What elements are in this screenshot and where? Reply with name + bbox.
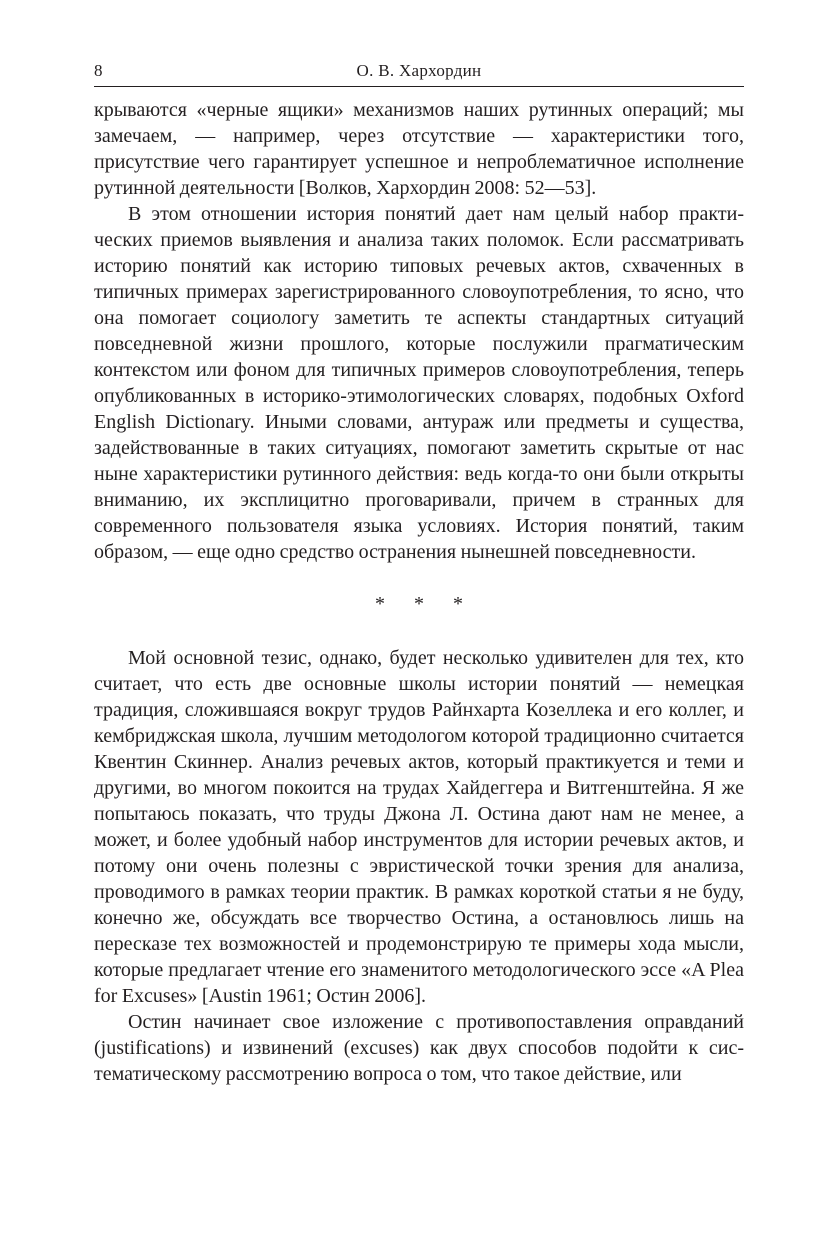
- running-head: [94, 56, 744, 87]
- paragraph-history-of-concepts: В этом отношении история понятий дает нам целый набор практических приемов выявления и анализа таких поломок. Если рассматривать историю понятий как историю типовых речевых актов, схваченных в типичных примерах зарегистрированного словоупотребления, то ясно, что она помогает социологу заметить те аспекты стандартных ситуаций повседневной жизни прошлого, которые послужили прагматическим контекстом или фоном для типичных примеров словоупотребления, теперь опубликованных в историко-этимологических словарях, подобных Oxford English Dictionary. Иными словами, антураж или предметы и существа, задействованные в таких ситуациях, помогают заметить скрытые от нас ныне характеристики рутинного действия: ведь когда-то они были открыты вниманию, их эксплицитно проговаривали, причем в странных для современного пользователя языка условиях. История понятий, таким образом, — еще одно средство остранения нынешней повседневности.: [94, 203, 744, 563]
- paragraph-continuation: крываются «черные ящики» механизмов наших рутинных операций; мы замечаем, — например, через отсутствие — характеристики того, присутствие чего гарантирует успешное и непроблематичное исполнение рутинной деятельности [Волков, Хархордин 2008: 52—53].: [94, 99, 744, 199]
- book-page: [94, 56, 744, 1087]
- section-separator: * * *: [375, 593, 475, 615]
- paragraph-austin: Остин начинает свое изложение с противопоставления оправданий (justifications) и извинений (excuses) как двух способов подойти к систематическому рассмотрению вопроса о том, что такое действие, или: [94, 1011, 744, 1085]
- paragraph-main-thesis: Мой основной тезис, однако, будет несколько удивителен для тех, кто считает, что есть две основные школы истории понятий — немецкая традиция, сложившаяся вокруг трудов Райнхарта Козеллека и его коллег, и кембриджская школа, лучшим методологом которой традиционно считается Квентин Скиннер. Анализ речевых актов, который практикуется и теми и другими, во многом покоится на трудах Хайдеггера и Витгенштейна. Я же попытаюсь показать, что труды Джона Л. Остина дают нам не менее, а может, и более удобный набор инструментов для истории речевых актов, и потому они очень полезны с эвристической точки зрения для анализа, проводимого в рамках теории практик. В рамках короткой статьи я не буду, конечно же, обсуждать все творчество Остина, а остановлюсь лишь на пересказе тех возможностей и продемонстрирую те примеры хода мысли, которые предлагает чтение его знаменитого методологического эссе «A Plea for Excuses» [Austin 1961; Остин 2006].: [94, 647, 744, 1007]
- body-text: [94, 97, 744, 1087]
- running-author: О. В. Хархордин: [356, 61, 482, 80]
- page-number: 8: [94, 61, 103, 80]
